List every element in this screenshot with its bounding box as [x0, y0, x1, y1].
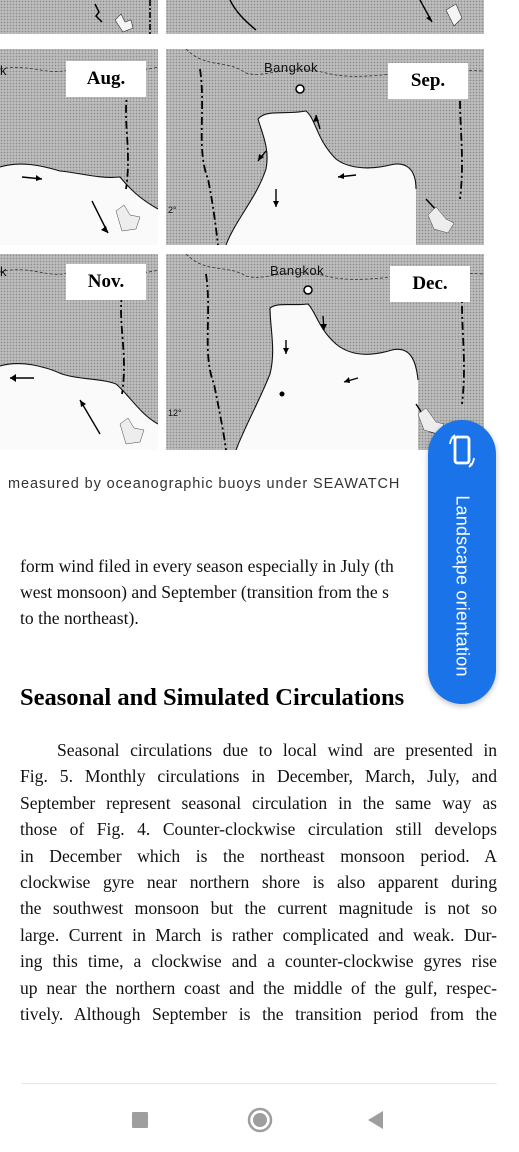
figure-caption: measured by oceanographic buoys under SEAWATCH [8, 476, 401, 492]
map-tile-top-left [0, 0, 158, 34]
place-label-bangkok: Bangkok [270, 263, 325, 278]
map-tile-dec [166, 254, 484, 450]
map-tile-aug [0, 49, 158, 245]
latitude-label: 12° [168, 408, 182, 418]
paragraph-line: to the northeast). [20, 608, 139, 628]
latitude-label: 2° [168, 205, 177, 215]
paragraph-line: September represent seasonal circulation in the same way as [20, 792, 497, 813]
back-button[interactable] [356, 1100, 396, 1140]
navigation-bar [0, 1084, 519, 1152]
edge-label: k [0, 63, 7, 78]
paragraph-line: clockwise gyre near northern shore is also apparent during [20, 872, 497, 893]
paragraph-line: form wind filed in every season especially in July (th [20, 556, 394, 576]
landscape-orientation-text: Landscape orientation [452, 495, 473, 677]
coastline-drawing [0, 0, 158, 34]
edge-label: k [0, 264, 7, 279]
section-heading: Seasonal and Simulated Circulations [20, 684, 405, 711]
paragraph-line: the southwest monsoon but the current magnitude is not so [20, 898, 497, 919]
month-label-sep: Sep. [388, 63, 468, 99]
home-button[interactable] [240, 1100, 280, 1140]
place-label-bangkok: Bangkok [264, 60, 319, 75]
paragraph-body [20, 737, 497, 1027]
map-tile-top-right [166, 0, 484, 34]
month-label-aug: Aug. [66, 61, 146, 97]
paragraph-line: ing this time, a clockwise and a counter-clockwise gyres rise [20, 951, 497, 972]
paragraph-line: Fig. 5. Monthly circulations in December, March, July, and [20, 766, 497, 787]
paragraph-line: west monsoon) and September (transition from the s [20, 582, 389, 602]
landscape-orientation-label [450, 480, 474, 692]
coastline-drawing [166, 0, 484, 34]
figure-maps [0, 0, 519, 452]
map-tile-sep [166, 49, 484, 245]
screen-rotation-icon [446, 430, 478, 472]
map-tile-nov [0, 254, 158, 450]
paragraph-line: up near the northern coast and the middle of the gulf, respec- [20, 977, 497, 998]
landscape-orientation-button[interactable] [428, 420, 496, 704]
circle-icon [240, 1100, 280, 1140]
square-icon [120, 1100, 160, 1140]
paragraph-line: in December which is the northeast monsoon period. A [20, 845, 497, 866]
month-label-nov: Nov. [66, 264, 146, 300]
paragraph-line: those of Fig. 4. Counter-clockwise circulation still develops [20, 819, 497, 840]
paragraph-line: large. Current in March is rather complicated and weak. Dur- [20, 924, 497, 945]
recents-button[interactable] [120, 1100, 160, 1140]
paragraph-line: tively. Although September is the transition period from the [20, 1004, 497, 1025]
triangle-back-icon [356, 1100, 396, 1140]
month-label-dec: Dec. [390, 266, 470, 302]
paragraph-line: Seasonal circulations due to local wind are presented in [57, 740, 497, 760]
